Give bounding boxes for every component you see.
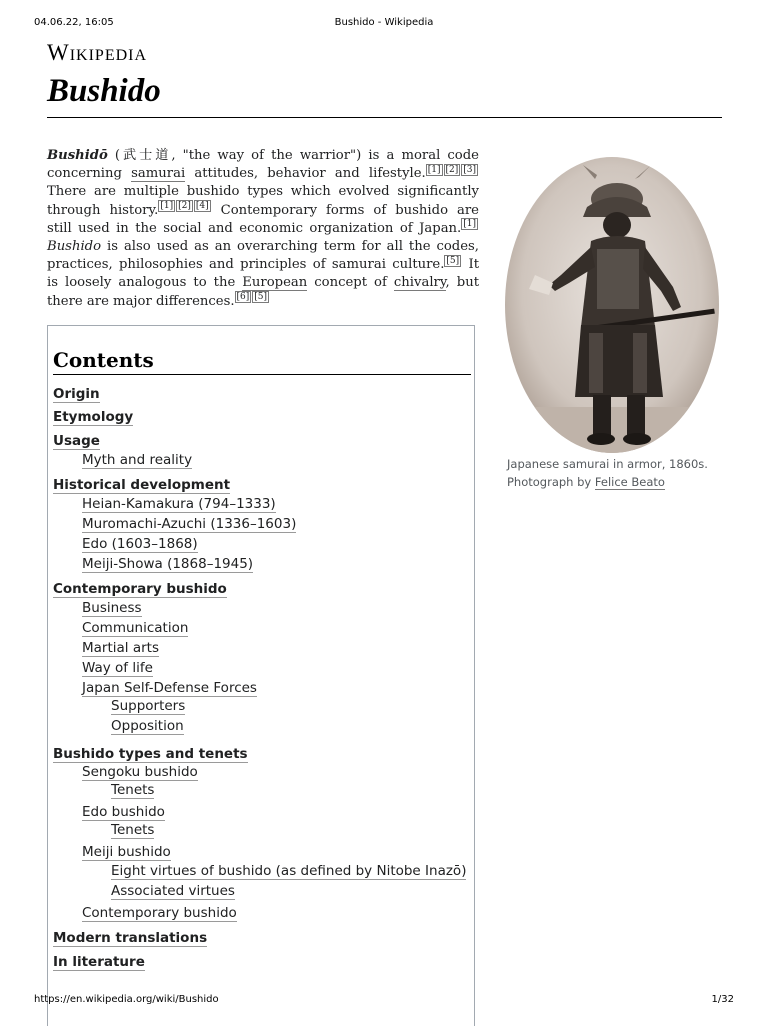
caption-text: Japanese samurai in armor, 1860s. Photograph by xyxy=(507,457,708,489)
print-page-number: 1/32 xyxy=(711,994,734,1005)
citation xyxy=(444,256,462,266)
samurai-photo[interactable] xyxy=(505,157,719,453)
toc-item-label: In literature xyxy=(53,954,145,970)
toc-item-label: Business xyxy=(82,600,142,616)
caption-link-felice-beato[interactable]: Felice Beato xyxy=(594,475,665,489)
toc-item-label: Meiji-Showa (1868–1945) xyxy=(82,556,254,572)
citation xyxy=(158,201,176,211)
toc-item-label: Edo bushido xyxy=(82,804,165,820)
print-date: 04.06.22, 16:05 xyxy=(34,17,114,28)
lead-text: , but there are major differences. xyxy=(47,275,479,309)
citation-link[interactable]: [2] xyxy=(445,164,459,175)
citation-link[interactable]: [1] xyxy=(427,164,441,175)
toc-item-label: Contemporary bushido xyxy=(53,581,227,597)
toc-item-label: Edo (1603–1868) xyxy=(82,536,198,552)
toc-item-label: Sengoku bushido xyxy=(82,764,198,780)
lead-paragraph xyxy=(47,147,479,311)
citation xyxy=(235,292,253,302)
toc-item[interactable] xyxy=(82,620,188,636)
toc-item[interactable] xyxy=(82,556,253,572)
citation-link[interactable]: [1] xyxy=(160,201,174,212)
toc-item[interactable] xyxy=(82,804,165,820)
lead-text: Contemporary forms of bushido are still used in the social and economic organization of Japan. xyxy=(47,202,479,236)
toc-item[interactable] xyxy=(111,698,185,714)
toc-item-label: Tenets xyxy=(111,822,155,838)
citation xyxy=(252,292,270,302)
image-caption xyxy=(507,455,737,491)
toc-item-label: Japan Self-Defense Forces xyxy=(82,680,257,696)
toc-item[interactable] xyxy=(53,433,100,449)
citation xyxy=(444,165,462,175)
toc-item[interactable] xyxy=(53,409,133,425)
wikipedia-wordmark[interactable]: Wikipedia xyxy=(47,40,148,65)
citation-link[interactable]: [6] xyxy=(236,292,250,303)
toc-item-label: Communication xyxy=(82,620,189,636)
toc-item[interactable] xyxy=(53,581,227,597)
citation xyxy=(461,219,479,229)
toc-item[interactable] xyxy=(111,863,466,879)
toc-item[interactable] xyxy=(82,844,171,860)
citation xyxy=(176,201,194,211)
citation xyxy=(461,165,479,175)
toc-item-label: Myth and reality xyxy=(82,452,193,468)
toc-item[interactable] xyxy=(82,680,257,696)
toc-item-label: Tenets xyxy=(111,782,155,798)
toc-item-label: Historical development xyxy=(53,477,231,493)
toc-item-label: Martial arts xyxy=(82,640,159,656)
lead-text: concept of xyxy=(307,275,394,291)
toc-item[interactable] xyxy=(53,746,248,762)
toc-item-label: Supporters xyxy=(111,698,186,714)
table-of-contents xyxy=(47,325,475,1026)
toc-item-label: Modern translations xyxy=(53,930,208,946)
page-title: Bushido xyxy=(47,73,161,109)
lead-text: It is loosely analogous to the xyxy=(47,257,479,291)
toc-item[interactable] xyxy=(111,718,184,734)
citation-link[interactable]: [2] xyxy=(178,201,191,212)
toc-item-label: Usage xyxy=(53,433,100,449)
lead-term: Bushidō xyxy=(47,148,108,163)
toc-item-label: Etymology xyxy=(53,409,134,425)
toc-item[interactable] xyxy=(53,477,230,493)
lead-text: There are multiple bushido types which evolved significantly through history. xyxy=(47,184,479,218)
toc-item[interactable] xyxy=(53,386,100,402)
citation-link[interactable]: [4] xyxy=(195,201,209,212)
citation-link[interactable]: [1] xyxy=(463,219,476,230)
toc-item[interactable] xyxy=(82,600,142,616)
toc-item-label: Eight virtues of bushido (as defined by Nitobe Inazō) xyxy=(111,863,467,879)
toc-item-label: Opposition xyxy=(111,718,184,734)
toc-item[interactable] xyxy=(53,930,207,946)
print-url: https://en.wikipedia.org/wiki/Bushido xyxy=(34,994,219,1005)
toc-item-label: Heian-Kamakura (794–1333) xyxy=(82,496,276,512)
citation-link[interactable]: [5] xyxy=(254,292,268,303)
toc-item[interactable] xyxy=(82,640,159,656)
citation xyxy=(426,165,444,175)
toc-item[interactable] xyxy=(82,764,198,780)
toc-item-label: Origin xyxy=(53,386,100,402)
lead-italic: Bushido xyxy=(47,239,102,255)
toc-item[interactable] xyxy=(82,452,192,468)
toc-item[interactable] xyxy=(111,883,235,899)
toc-item[interactable] xyxy=(82,516,296,532)
toc-item[interactable] xyxy=(53,954,145,970)
toc-item-label: Meiji bushido xyxy=(82,844,171,860)
toc-item[interactable] xyxy=(111,822,154,838)
toc-item[interactable] xyxy=(82,905,237,921)
lead-text: (武士道, "the way of the warrior") is a moral code concerning xyxy=(47,148,479,182)
toc-item[interactable] xyxy=(82,660,153,676)
citation xyxy=(194,201,212,211)
toc-item-label: Contemporary bushido xyxy=(82,905,237,921)
toc-item[interactable] xyxy=(82,536,198,552)
lead-link-european[interactable]: European xyxy=(242,275,308,291)
toc-item-label: Way of life xyxy=(82,660,153,676)
toc-item-label: Muromachi-Azuchi (1336–1603) xyxy=(82,516,297,532)
lead-text: is also used as an overarching term for all the codes, practices, philosophies and principles of samurai culture. xyxy=(47,239,479,273)
toc-item-label: Bushido types and tenets xyxy=(53,746,248,762)
toc-item[interactable] xyxy=(111,782,154,798)
lead-link-chivalry[interactable]: chivalry xyxy=(393,275,446,291)
citation-link[interactable]: [3] xyxy=(463,164,477,175)
lead-link-samurai[interactable]: samurai xyxy=(131,166,186,182)
title-divider xyxy=(47,117,722,118)
toc-item[interactable] xyxy=(82,496,276,512)
citation-link[interactable]: [5] xyxy=(446,255,460,266)
print-title: Bushido - Wikipedia xyxy=(334,17,434,28)
toc-item-label: Associated virtues xyxy=(111,883,235,899)
toc-title: Contents xyxy=(53,348,471,375)
lead-text: attitudes, behavior and lifestyle. xyxy=(185,166,426,182)
